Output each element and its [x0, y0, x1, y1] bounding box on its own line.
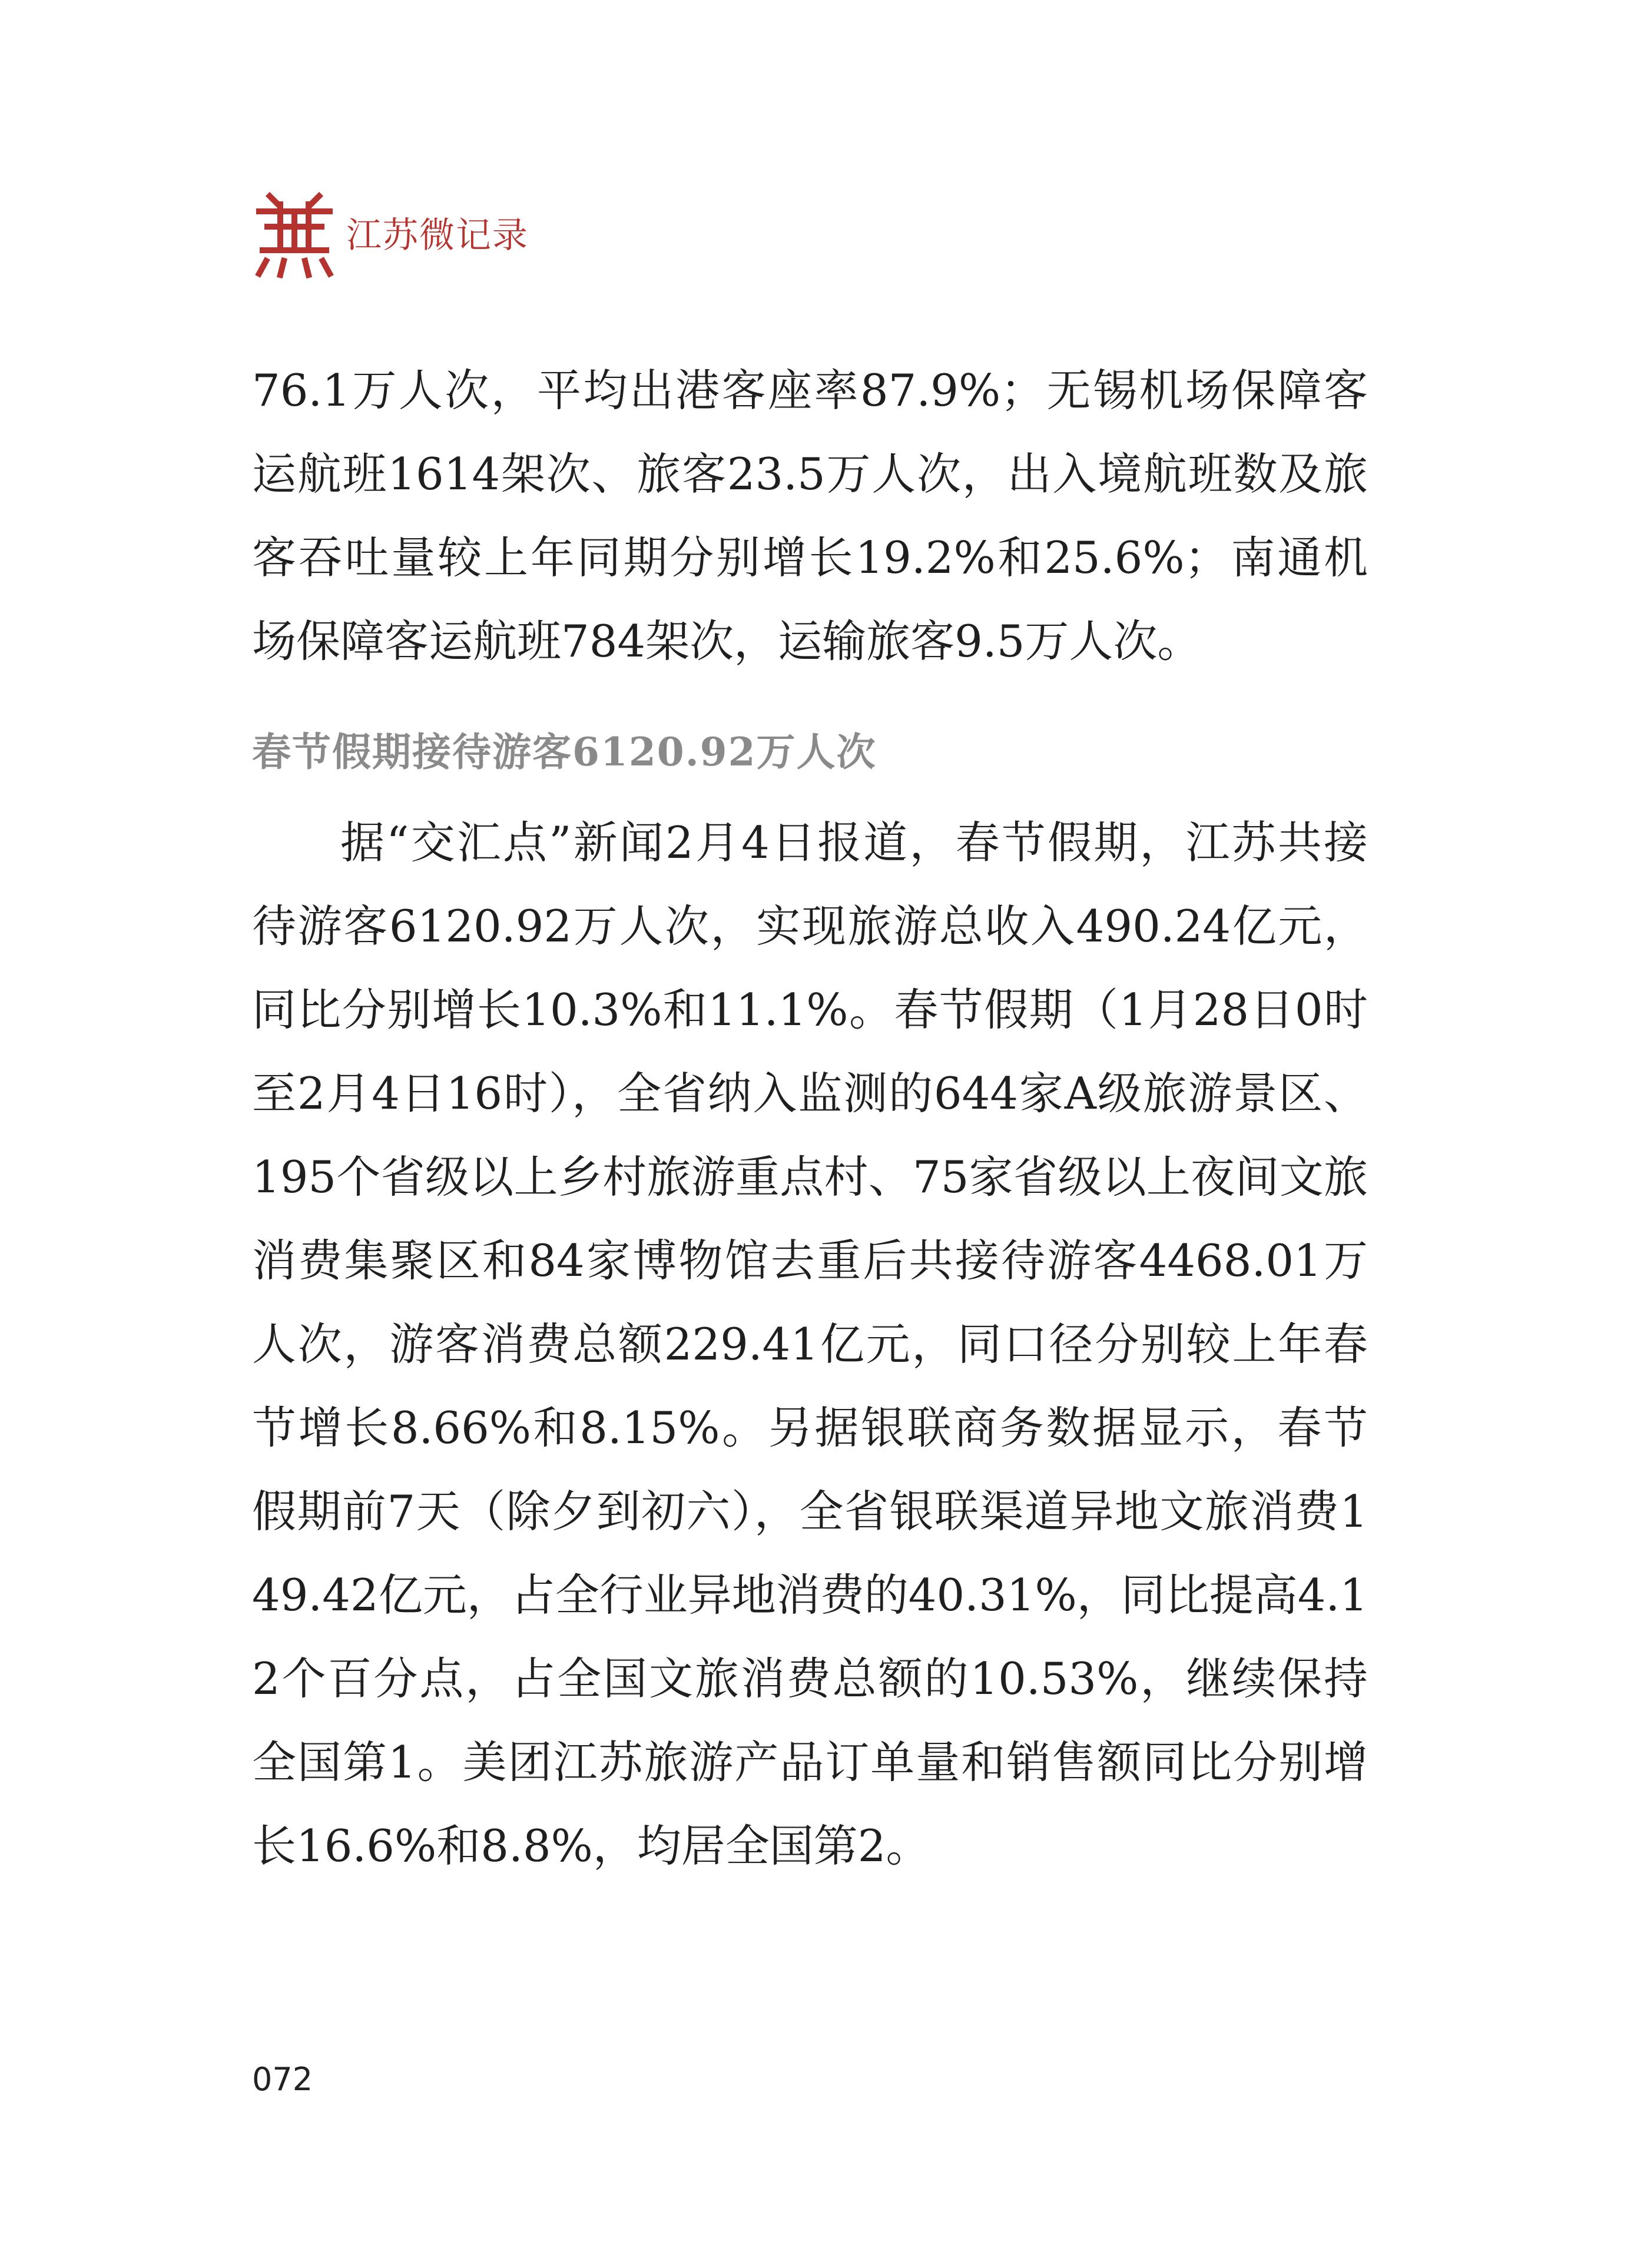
page-content — [252, 349, 1368, 1888]
page-header — [253, 191, 529, 280]
continuation-paragraph: 76.1万人次，平均出港客座率87.9%；无锡机场保障客运航班1614架次、旅客23.5万人次，出入境航班数及旅客吞吐量较上年同期分别增长19.2%和25.6%；南通机场保障客运航班784架次，运输旅客9.5万人次。 — [252, 364, 1368, 667]
red-seal-logo-icon — [253, 191, 336, 280]
page-number: 072 — [252, 2061, 313, 2098]
body-paragraph: 据“交汇点”新闻2月4日报道，春节假期，江苏共接待游客6120.92万人次，实现旅游总收入490.24亿元，同比分别增长10.3%和11.1%。春节假期（1月28日0时至2月4日16时），全省纳入监测的644家A级旅游景区、195个省级以上乡村旅游重点村、75家省级以上夜间文旅消费集聚区和84家博物馆去重后共接待游客4468.01万人次，游客消费总额229.41亿元，同口径分别较上年春节增长8.66%和8.15%。另据银联商务数据显示，春节假期前7天（除夕到初六），全省银联渠道异地文旅消费149.42亿元，占全行业异地消费的40.31%，同比提高4.12个百分点，占全国文旅消费总额的10.53%，继续保持全国第1。美团江苏旅游产品订单量和销售额同比分别增长16.6%和8.8%，均居全国第2。 — [252, 817, 1368, 1872]
header-title: 江苏微记录 — [346, 215, 529, 256]
section-heading: 春节假期接待游客6120.92万人次 — [252, 729, 877, 775]
